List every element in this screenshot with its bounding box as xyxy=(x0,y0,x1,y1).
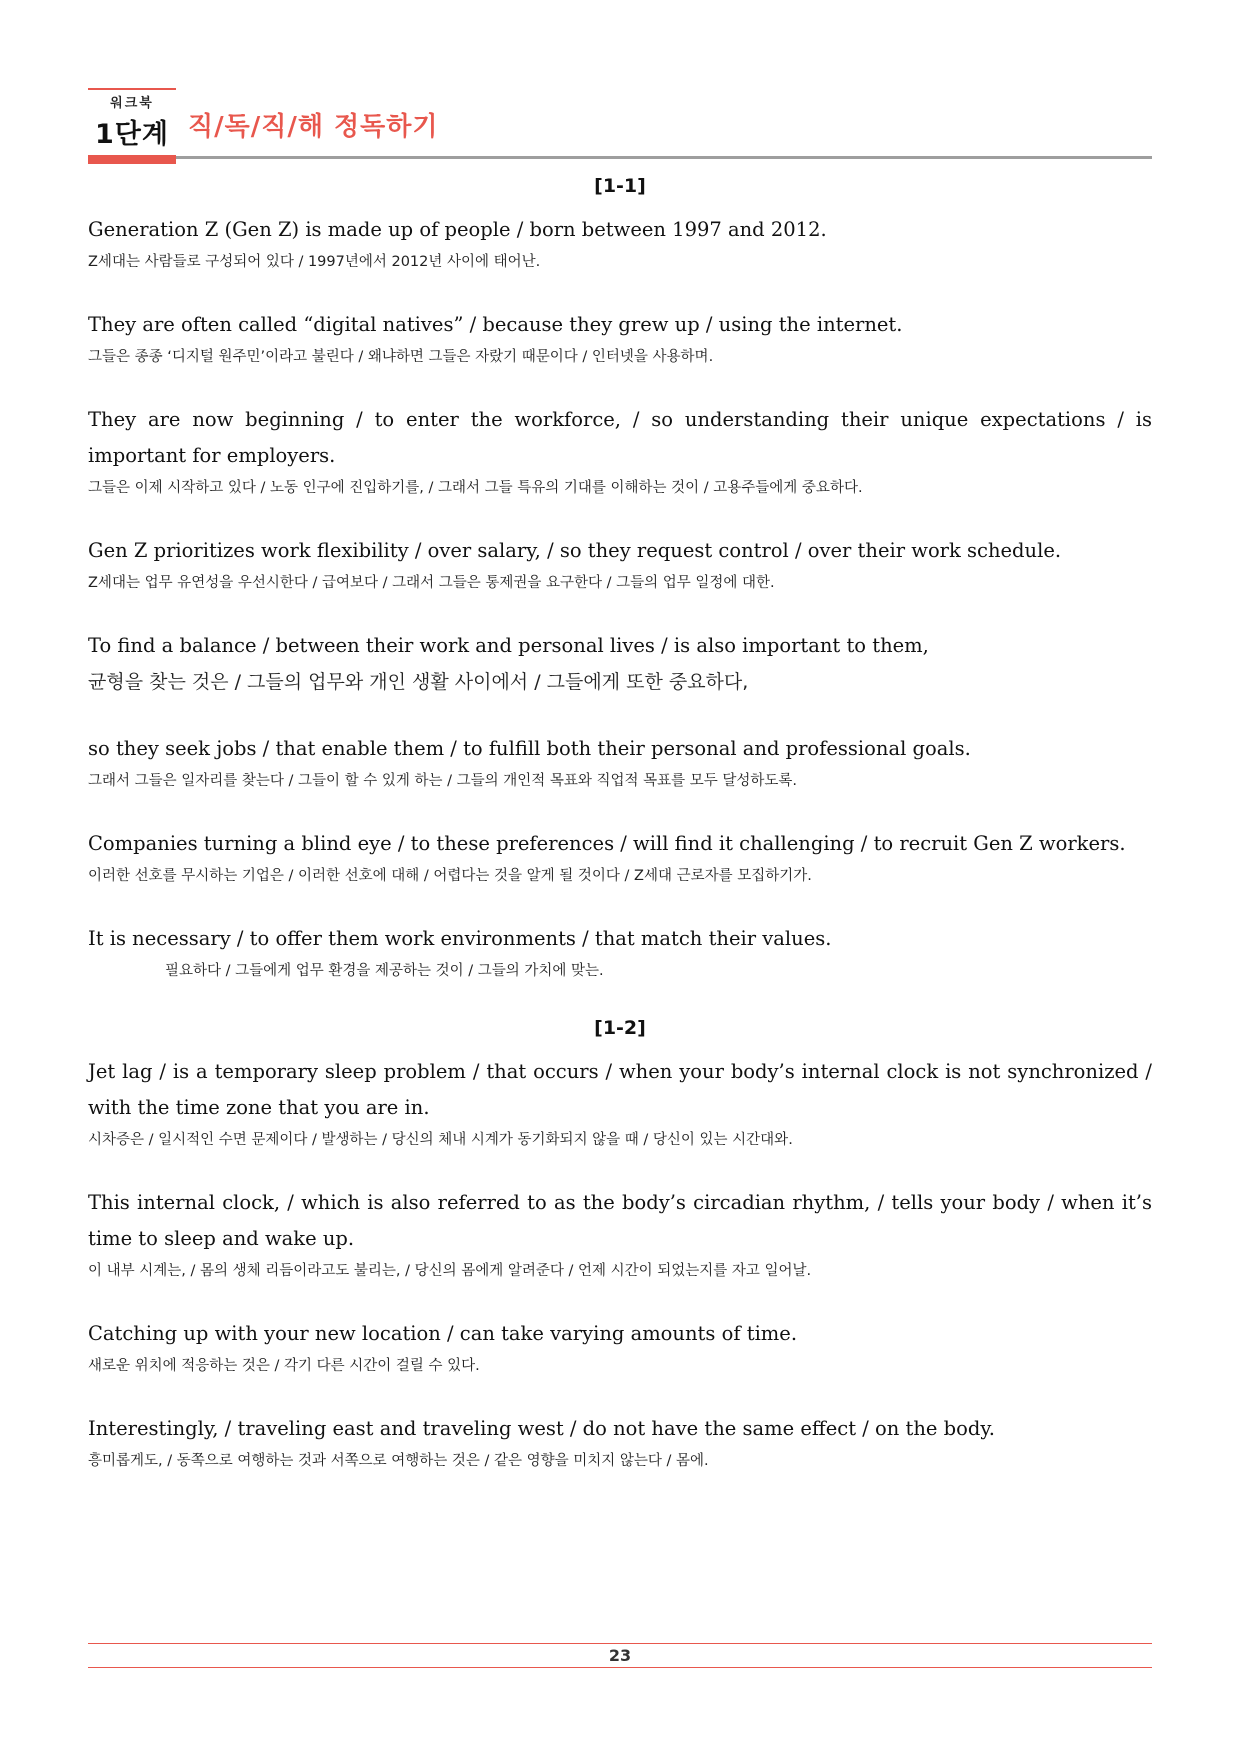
korean-translation: Z세대는 사람들로 구성되어 있다 / 1997년에서 2012년 사이에 태어난. xyxy=(88,254,541,270)
section-heading: [1-2] xyxy=(594,1017,646,1039)
section-heading: [1-1] xyxy=(594,175,646,197)
korean-translation: 그들은 이제 시작하고 있다 / 노동 인구에 진입하기를, / 그래서 그들 특유의 기대를 이해하는 것이 / 고용주들에게 중요하다. xyxy=(88,480,863,496)
english-sentence: Interestingly, / traveling east and traveling west / do not have the same effect / on the body. xyxy=(88,1417,995,1440)
english-sentence: To find a balance / between their work and personal lives / is also important to them, xyxy=(88,634,929,657)
sentence-pair xyxy=(88,1185,1152,1283)
stage-label: 1단계 xyxy=(95,119,169,150)
korean-translation: Z세대는 업무 유연성을 우선시한다 / 급여보다 / 그래서 그들은 통제권을 요구한다 / 그들의 업무 일정에 대한. xyxy=(88,575,775,591)
sentence-pair xyxy=(88,1054,1152,1152)
sentence-pair xyxy=(88,628,1152,698)
sentence-pair xyxy=(88,402,1152,500)
english-sentence: They are often called “digital natives” / because they grew up / using the internet. xyxy=(88,313,903,336)
korean-translation: 그래서 그들은 일자리를 찾는다 / 그들이 할 수 있게 하는 / 그들의 개인적 목표와 직업적 목표를 모두 달성하도록. xyxy=(88,773,798,789)
section-1 xyxy=(88,174,1152,983)
reading-content xyxy=(88,174,1152,1506)
english-sentence: so they seek jobs / that enable them / to fulfill both their personal and professional goals. xyxy=(88,737,971,760)
sentence-pair xyxy=(88,731,1152,793)
sentence-pair xyxy=(88,533,1152,595)
sentence-pair xyxy=(88,212,1152,274)
english-sentence: Companies turning a blind eye / to these preferences / will find it challenging / to recruit Gen Z workers. xyxy=(88,832,1126,855)
footer-bottom-line xyxy=(88,1667,1152,1668)
english-sentence: Jet lag / is a temporary sleep problem / that occurs / when your body’s internal clock is not synchronized / with the time zone that you are in. xyxy=(88,1060,1152,1119)
korean-translation: 흥미롭게도, / 동쪽으로 여행하는 것과 서쪽으로 여행하는 것은 / 같은 영향을 미치지 않는다 / 몸에. xyxy=(88,1453,709,1469)
english-sentence: Gen Z prioritizes work flexibility / over salary, / so they request control / over their work schedule. xyxy=(88,539,1062,562)
footer-top-line xyxy=(88,1643,1152,1644)
english-sentence: This internal clock, / which is also referred to as the body’s circadian rhythm, / tells your body / when it’s time to sleep and wake up. xyxy=(88,1191,1152,1250)
korean-translation: 균형을 찾는 것은 / 그들의 업무와 개인 생활 사이에서 / 그들에게 또한 중요하다, xyxy=(88,671,749,693)
korean-translation: 시차증은 / 일시적인 수면 문제이다 / 발생하는 / 당신의 체내 시계가 동기화되지 않을 때 / 당신이 있는 시간대와. xyxy=(88,1132,793,1148)
page-title: 직/독/직/해 정독하기 xyxy=(188,112,439,142)
header-rule xyxy=(176,156,1152,159)
sentence-pair xyxy=(88,921,1152,983)
workbook-label: 워크북 xyxy=(110,96,154,111)
english-sentence: They are now beginning / to enter the workforce, / so understanding their unique expectations / is important for employers. xyxy=(88,408,1152,467)
sentence-pair xyxy=(88,307,1152,369)
korean-translation: 이 내부 시계는, / 몸의 생체 리듬이라고도 불리는, / 당신의 몸에게 알려준다 / 언제 시간이 되었는지를 자고 일어날. xyxy=(88,1263,812,1279)
section-2 xyxy=(88,1016,1152,1473)
sentence-pair xyxy=(88,826,1152,888)
korean-translation: 그들은 종종 ‘디지털 원주민’이라고 불린다 / 왜냐하면 그들은 자랐기 때문이다 / 인터넷을 사용하며. xyxy=(88,349,714,365)
english-sentence: Catching up with your new location / can take varying amounts of time. xyxy=(88,1322,798,1345)
korean-translation: 이러한 선호를 무시하는 기업은 / 이러한 선호에 대해 / 어렵다는 것을 알게 될 것이다 / Z세대 근로자를 모집하기가. xyxy=(88,868,812,884)
header-top-line xyxy=(88,88,176,90)
english-sentence: It is necessary / to offer them work environments / that match their values. xyxy=(88,927,832,950)
sentence-pair xyxy=(88,1411,1152,1473)
sentence-pair xyxy=(88,1316,1152,1378)
korean-translation: 새로운 위치에 적응하는 것은 / 각기 다른 시간이 걸릴 수 있다. xyxy=(88,1358,480,1374)
korean-translation: 필요하다 / 그들에게 업무 환경을 제공하는 것이 / 그들의 가치에 맞는. xyxy=(165,963,604,979)
english-sentence: Generation Z (Gen Z) is made up of people / born between 1997 and 2012. xyxy=(88,218,827,241)
page-number: 23 xyxy=(608,1646,632,1665)
header-accent-bar xyxy=(88,155,176,164)
